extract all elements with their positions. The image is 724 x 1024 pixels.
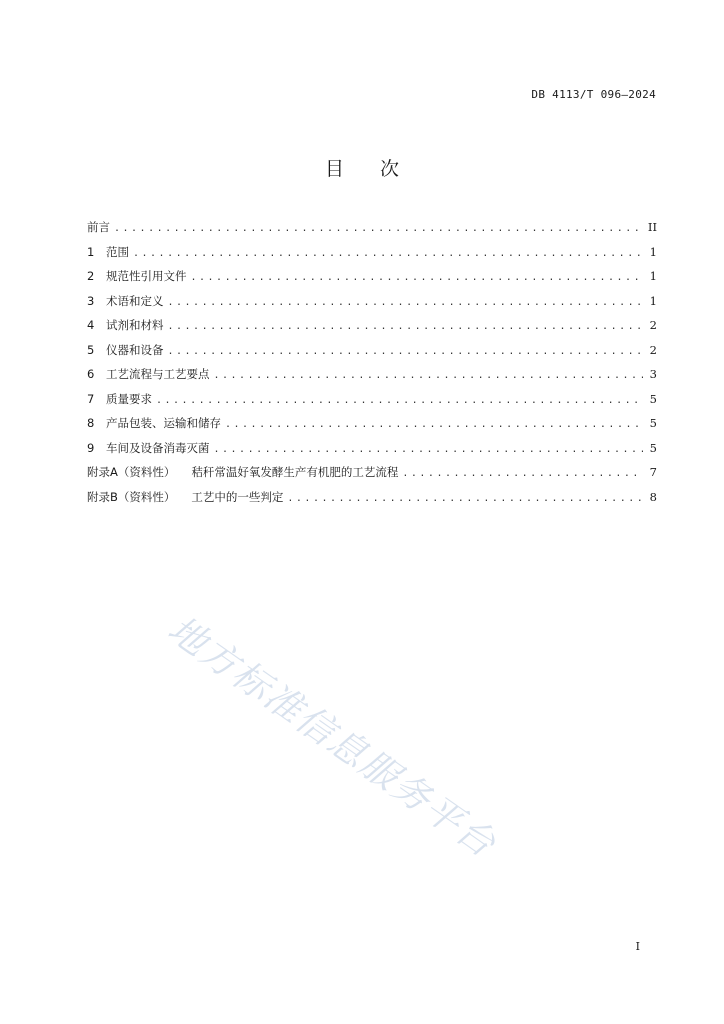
toc-entry-label: 工艺流程与工艺要点 [106,367,210,381]
toc-entry-label: 前言 [87,220,110,234]
toc-entry-label: 仪器和设备 [106,342,164,357]
toc-entry-page: 1 [649,293,657,308]
toc-entry-number: 8 [87,416,95,430]
toc-entry-number: 9 [87,440,95,455]
toc-entry-label: 试剂和材料 [106,318,164,332]
toc-appendix-title: 工艺中的一些判定 [191,489,284,504]
toc-leader-dots [287,493,643,504]
page-number: I [635,940,640,953]
toc-leader-dots [191,272,644,283]
toc-entry-label: 产品包装、运输和储存 [106,416,221,430]
toc-leader-dots [168,321,644,332]
toc-entry-number: 5 [87,342,95,357]
toc-entry-page: 3 [649,367,657,381]
toc-entry[interactable] [87,415,657,440]
toc-leader-dots [114,223,643,234]
toc-entry[interactable] [87,440,657,465]
toc-entry-page: 8 [649,489,657,504]
toc-entry-number: 2 [87,269,95,283]
toc-title-part1: 目 [324,158,344,180]
toc-leader-dots [402,468,643,479]
toc-entry-page: 2 [649,342,657,357]
toc-entry-number: 6 [87,367,95,381]
toc-entry-label: 术语和定义 [106,293,164,308]
toc-entry-page: 7 [649,465,657,479]
toc-appendix-title: 秸秆常温好氧发酵生产有机肥的工艺流程 [191,465,399,479]
toc-appendix-label: 附录A（资料性） [87,465,176,479]
toc-title-part2: 次 [380,158,400,180]
toc-appendix-label: 附录B（资料性） [87,489,176,504]
toc-entry-page: 5 [649,391,657,406]
toc-entry[interactable] [87,366,657,391]
toc-title [0,154,724,181]
toc-entry-label: 车间及设备消毒灭菌 [106,440,210,455]
toc-entry-number: 7 [87,391,95,406]
toc-leader-dots [225,419,643,430]
toc-entry-page: 5 [649,416,657,430]
toc-entry[interactable] [87,293,657,318]
toc-appendix-entry[interactable] [87,489,657,514]
toc-leader-dots [168,297,644,308]
toc-entry-number: 1 [87,244,95,259]
toc-entry-label: 规范性引用文件 [106,269,187,283]
toc-entry[interactable] [87,219,657,244]
toc-entry-page: 1 [649,244,657,259]
toc-entry[interactable] [87,244,657,269]
table-of-contents [87,219,657,513]
toc-entry-page: 1 [649,269,657,283]
toc-leader-dots [214,444,644,455]
toc-entry[interactable] [87,268,657,293]
toc-entry-page: II [647,220,657,234]
toc-leader-dots [156,395,643,406]
toc-entry[interactable] [87,391,657,416]
toc-entry-page: 2 [649,318,657,332]
toc-leader-dots [168,346,644,357]
toc-entry-number: 3 [87,293,95,308]
toc-leader-dots [214,370,644,381]
toc-entry-label: 质量要求 [106,391,152,406]
toc-entry-label: 范围 [106,244,129,259]
toc-appendix-entry[interactable] [87,464,657,489]
toc-leader-dots [133,248,643,259]
toc-entry-number: 4 [87,318,95,332]
toc-entry[interactable] [87,342,657,367]
toc-entry[interactable] [87,317,657,342]
watermark: 地方标准信息服务平台 [160,607,505,867]
document-code: DB 4113/T 096—2024 [531,88,656,101]
toc-entry-page: 5 [649,440,657,455]
